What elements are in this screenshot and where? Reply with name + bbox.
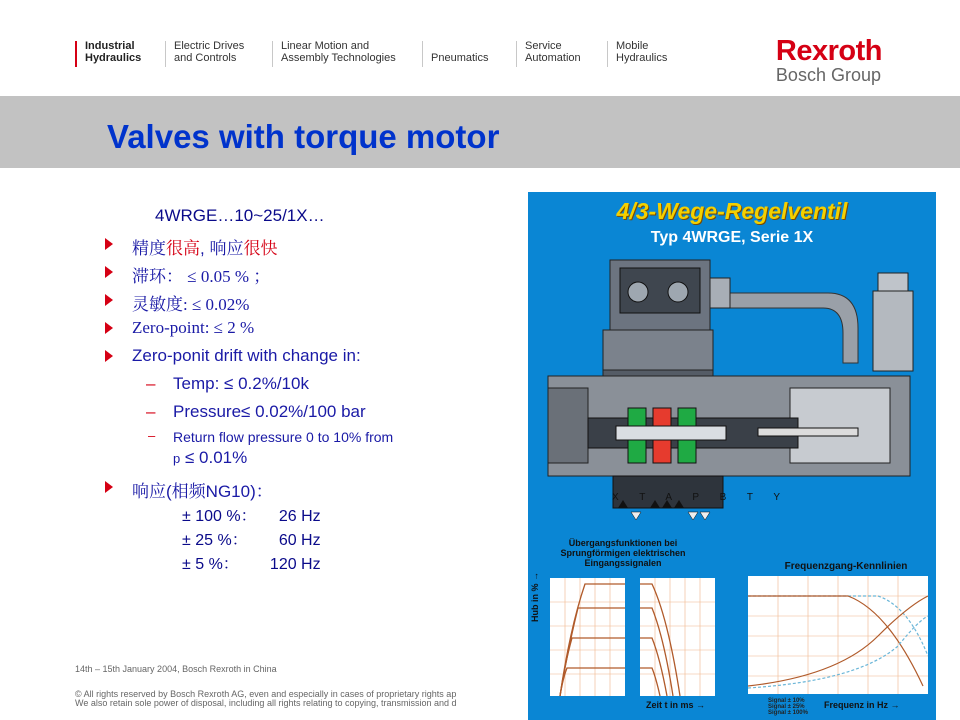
- nav-label-line1: Linear Motion and: [281, 40, 370, 52]
- nav-item-service-automation[interactable]: [516, 41, 581, 67]
- nav-item-industrial-hydraulics[interactable]: [75, 41, 141, 67]
- nav-label-line1: [431, 41, 488, 53]
- sub-return-flow-cont: [173, 448, 247, 468]
- bullet-sensitivity: 灵敏度: ≤ 0.02%: [132, 295, 250, 314]
- x-axis-label-time: Zeit t in ms →: [646, 700, 706, 710]
- bullet-arrow-icon: [105, 350, 113, 362]
- sub-pressure: Pressure≤ 0.02%/100 bar: [173, 402, 366, 421]
- footer-date: 14th – 15th January 2004, Bosch Rexroth in China: [75, 664, 277, 674]
- top-navigation: [0, 0, 960, 96]
- bullet-zero-drift: Zero-ponit drift with change in:: [132, 346, 361, 365]
- brand-logo[interactable]: [776, 36, 882, 85]
- nav-label-line2: Hydraulics: [616, 51, 668, 64]
- text-segment: , 响应: [200, 239, 244, 258]
- dash-icon: –: [146, 374, 156, 393]
- valve-illustration: [528, 248, 936, 548]
- brand-name: Rexroth: [775, 35, 882, 67]
- text-segment: 响应(: [132, 482, 172, 501]
- datasheet-title: 4/3-Wege-Regelventil: [616, 198, 848, 224]
- brand-group: Bosch Group: [775, 65, 881, 85]
- nav-label-line2: Hydraulics: [85, 51, 142, 64]
- text-segment: 相频: [171, 482, 206, 501]
- text-segment-highlight: 很快: [243, 239, 278, 258]
- caption-frequency-response: Frequenzgang-Kennlinien: [784, 561, 908, 572]
- dash-icon: –: [146, 402, 156, 421]
- step-response-graph-rising: [550, 578, 625, 696]
- nav-label-line2: and Controls: [174, 51, 237, 64]
- valve-datasheet-image: [528, 192, 936, 720]
- bullet-arrow-icon: [105, 322, 113, 334]
- nav-label-line2: Automation: [525, 51, 581, 64]
- x-axis-label-frequency: Frequenz in Hz →: [824, 700, 900, 710]
- nav-item-pneumatics[interactable]: [422, 41, 488, 67]
- bullet-arrow-icon: [105, 481, 113, 493]
- nav-item-linear-motion[interactable]: [272, 41, 396, 67]
- port-labels: X T A P B T Y: [612, 492, 790, 503]
- response-row-100: ± 100 %： 26 Hz: [182, 508, 321, 525]
- bullet-response: [132, 477, 273, 502]
- text-segment: 精度: [132, 239, 166, 258]
- nav-label-line1: Service: [525, 40, 562, 52]
- text-segment: p: [173, 451, 181, 466]
- text-segment: NG10)：: [205, 482, 273, 501]
- model-code: 4WRGE…10~25/1X…: [155, 206, 325, 225]
- bullet-zero-point: Zero-point: ≤ 2 %: [132, 318, 255, 337]
- page-title: Valves with torque motor: [107, 118, 500, 155]
- footer-rights-line2: We also retain sole power of disposal, including all rights relating to copying, transmission and d: [75, 698, 457, 708]
- bullet-arrow-icon: [105, 294, 113, 306]
- step-response-graph-falling: [640, 578, 715, 696]
- sub-return-flow: Return flow pressure 0 to 10% from: [173, 429, 394, 445]
- legend-item: Signal ± 100%: [768, 710, 808, 716]
- nav-label-line1: Industrial: [85, 40, 135, 52]
- nav-label-line2: Pneumatics: [431, 51, 489, 64]
- caption-step-response: Übergangsfunktionen bei Sprungförmigen elektrischen Eingangssignalen: [560, 538, 686, 568]
- nav-label-line1: Electric Drives: [174, 40, 245, 52]
- nav-label-line1: Mobile: [616, 40, 649, 52]
- datasheet-subtitle: Typ 4WRGE, Serie 1X: [650, 229, 814, 246]
- response-row-25: ± 25 %： 60 Hz: [182, 532, 321, 549]
- bullet-hysteresis: 滞环： ≤ 0.05 % ；: [132, 267, 271, 286]
- graph-legend: [768, 698, 808, 716]
- dash-icon: –: [148, 428, 156, 443]
- bullet-precision: [132, 234, 277, 259]
- y-axis-label-stroke: Hub in % →: [530, 572, 540, 622]
- response-row-5: ± 5 %： 120 Hz: [182, 556, 321, 573]
- bullet-arrow-icon: [105, 266, 113, 278]
- legend-item: Signal ± 25%: [768, 704, 805, 710]
- text-segment: ≤ 0.01%: [180, 448, 248, 467]
- frequency-response-graph: [748, 576, 928, 694]
- text-segment-highlight: 很高: [166, 239, 200, 258]
- nav-label-line2: Assembly Technologies: [281, 51, 396, 64]
- legend-item: Signal ± 10%: [768, 698, 805, 704]
- nav-item-mobile-hydraulics[interactable]: [607, 41, 667, 67]
- nav-item-electric-drives[interactable]: [165, 41, 244, 67]
- sub-temp: Temp: ≤ 0.2%/10k: [173, 374, 309, 393]
- footer-rights-line1: © All rights reserved by Bosch Rexroth AG, even and especially in cases of proprietary rights ap: [75, 689, 457, 699]
- bullet-arrow-icon: [105, 238, 113, 250]
